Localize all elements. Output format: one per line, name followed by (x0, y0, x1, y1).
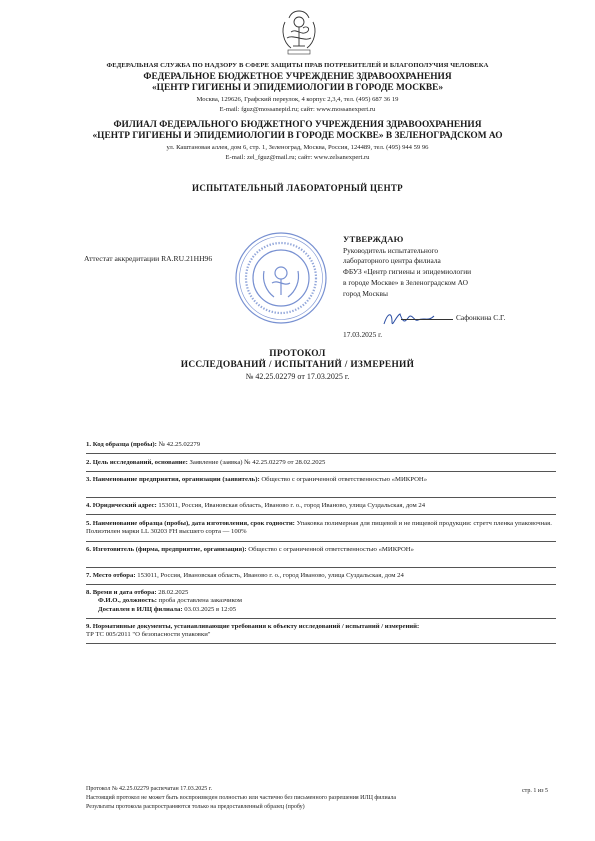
protocol-title: ПРОТОКОЛ (269, 349, 326, 359)
lab-title: ИСПЫТАТЕЛЬНЫЙ ЛАБОРАТОРНЫЙ ЦЕНТР (192, 183, 403, 193)
branch-title-line2: «ЦЕНТР ГИГИЕНЫ И ЭПИДЕМИОЛОГИИ В ГОРОДЕ МОСКВЕ» В ЗЕЛЕНОГРАДСКОМ АО (92, 131, 503, 141)
branch-contacts: E-mail: zel_fguz@mail.ru; сайт: www.zelsanexpert.ru (225, 154, 370, 161)
divider (86, 567, 556, 568)
approval-line: ФБУЗ «Центр гигиены и эпидемиологии (343, 267, 472, 277)
protocol-subtitle: ИССЛЕДОВАНИЙ / ИСПЫТАНИЙ / ИЗМЕРЕНИЙ (180, 360, 415, 370)
divider (86, 584, 556, 585)
section-8: 8. Время и дата отбора: 28.02.2025 Ф.И.О., должность: проба доставлена заказчиком Доставлен в ИЛЦ филиала: 03.03.2025 в 12:05 (86, 589, 242, 613)
section-3: 3. Наименование предприятия, организации (заявитель): Общество с ограниченной ответственностью «МИКРОН» (86, 476, 428, 483)
section-1: 1. Код образца (пробы): № 42.25.02279 (86, 441, 201, 448)
footer-notice: Настоящий протокол не может быть воспроизведен полностью или частично без письменного разрешения ИЛЦ филиала (86, 795, 397, 801)
institution-title-line1: ФЕДЕРАЛЬНОЕ БЮДЖЕТНОЕ УЧРЕЖДЕНИЕ ЗДРАВООХРАНЕНИЯ (143, 72, 452, 82)
divider (86, 453, 556, 454)
divider (86, 497, 556, 498)
agency-name: ФЕДЕРАЛЬНАЯ СЛУЖБА ПО НАДЗОРУ В СФЕРЕ ЗАЩИТЫ ПРАВ ПОТРЕБИТЕЛЕЙ И БЛАГОПОЛУЧИЯ ЧЕЛОВЕКА (106, 62, 489, 69)
official-stamp (234, 231, 328, 325)
protocol-number: № 42.25.02279 от 17.03.2025 г. (245, 372, 350, 381)
accreditation-number: Аттестат аккредитации RA.RU.21НН96 (84, 254, 213, 263)
institution-title-line2: «ЦЕНТР ГИГИЕНЫ И ЭПИДЕМИОЛОГИИ В ГОРОДЕ МОСКВЕ» (151, 83, 444, 93)
branch-title-line1: ФИЛИАЛ ФЕДЕРАЛЬНОГО БЮДЖЕТНОГО УЧРЕЖДЕНИЯ ЗДРАВООХРАНЕНИЯ (113, 120, 482, 130)
institution-contacts: E-mail: fguz@mossanepid.ru; сайт: www.mossanexpert.ru (219, 106, 376, 113)
divider (86, 618, 556, 619)
signature-line (401, 319, 453, 320)
approval-block (343, 234, 471, 299)
approval-date: 17.03.2025 г. (343, 330, 383, 339)
approval-heading: УТВЕРЖДАЮ (343, 234, 404, 244)
emblem-logo (277, 8, 321, 58)
approval-line: лабораторного центра филиала (343, 256, 441, 266)
section-2: 2. Цель исследований, основание: Заявление (заявка) № 42.25.02279 от 28.02.2025 (86, 459, 326, 466)
divider (86, 471, 556, 472)
institution-address: Москва, 129626, Графский переулок, 4 корпус 2,3,4, тел. (495) 687 36 19 (196, 96, 399, 103)
approval-line: в городе Москве» в Зеленоградском АО (343, 277, 468, 287)
page-number: стр. 1 из 5 (522, 788, 548, 794)
approval-line: Руководитель испытательного (343, 245, 439, 255)
section-5: 5. Наименование образца (пробы), дата изготовления, срок годности: Упаковка полимерная для пищевой и не пищевой продукции: стретч пленка упаковочная. Полиэтилен марки LL 30203 FH высшего сорта — 100% (86, 520, 552, 536)
section-7: 7. Место отбора: 153011, Россия, Ивановская область, Иваново г. о., город Иваново, улица Суздальская, дом 24 (86, 572, 404, 579)
divider (86, 541, 556, 542)
branch-address: ул. Каштановая аллея, дом 6, стр. 1, Зеленоград, Москва, Россия, 124489, тел. (495) 944 59 96 (166, 144, 429, 151)
divider (86, 514, 556, 515)
divider (86, 643, 556, 644)
signer-name: Сафонкина С.Г. (456, 313, 506, 322)
footer-notice: Результаты протокола распространяются только на предоставленный образец (пробу) (86, 804, 305, 810)
section-6: 6. Изготовитель (фирма, предприятие, организация): Общество с ограниченной ответственностью «МИКРОН» (86, 546, 414, 553)
approval-line: город Москвы (343, 288, 388, 298)
section-9: 9. Нормативные документы, устанавливающие требования к объекту исследований / испытаний / измерений: ТР ТС 005/2011 "О безопасности упаковки" (86, 623, 420, 639)
section-4: 4. Юридический адрес: 153011, Россия, Ивановская область, Иваново г. о., город Иваново, улица Суздальская, дом 24 (86, 502, 426, 509)
footer-printed: Протокол № 42.25.02279 распечатан 17.03.2025 г. (86, 786, 212, 792)
